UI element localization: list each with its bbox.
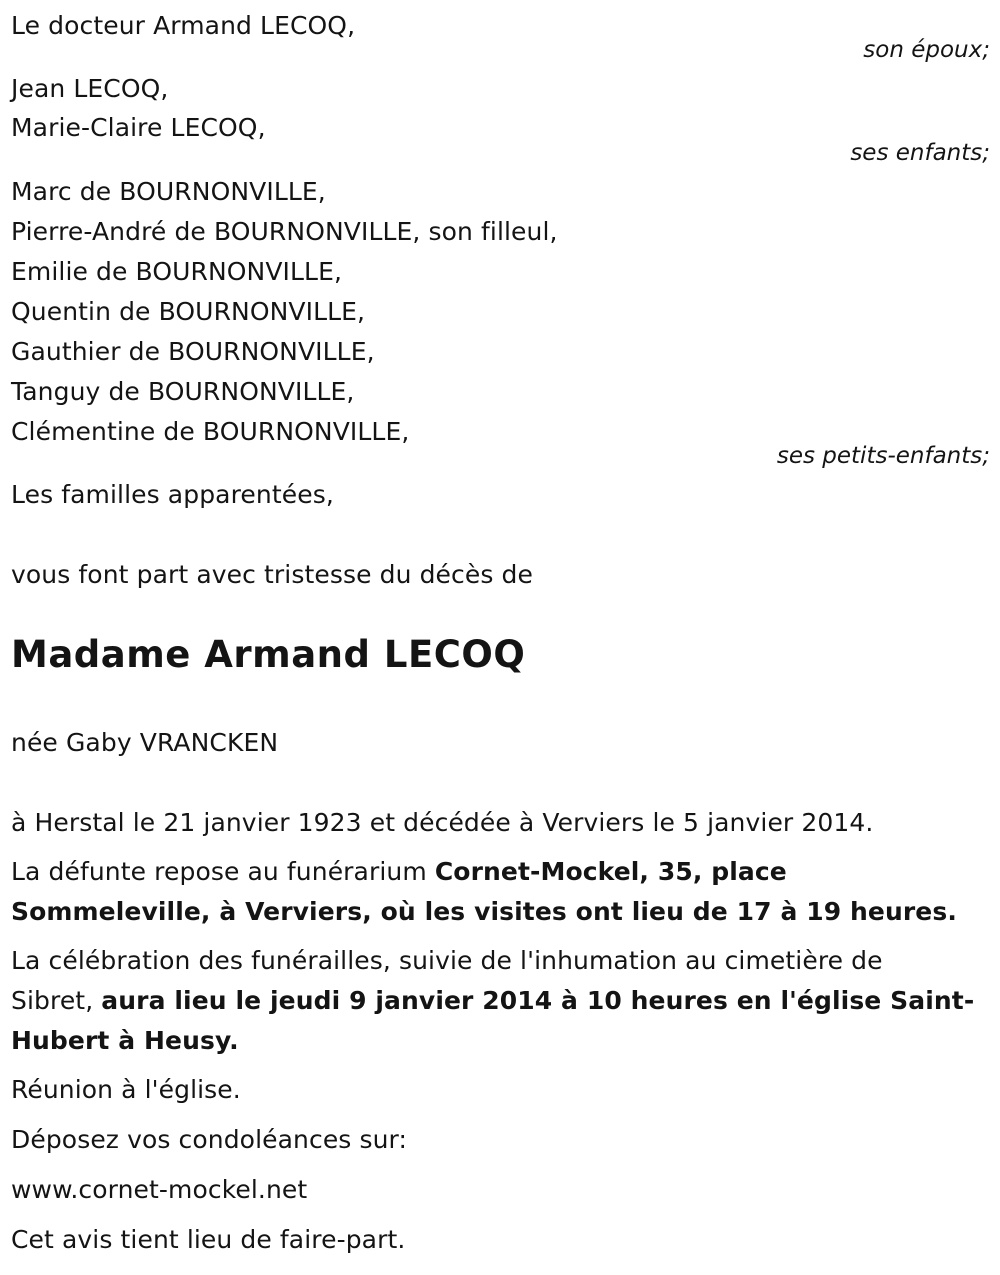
grandchild-name: Pierre-André de BOURNONVILLE, son filleul,	[11, 217, 558, 246]
deceased-name: Madame Armand LECOQ	[11, 633, 526, 676]
grandchild-name: Clémentine de BOURNONVILLE,	[11, 417, 410, 446]
announcement-line: vous font part avec tristesse du décès de	[11, 560, 533, 589]
grandchild-name: Gauthier de BOURNONVILLE,	[11, 337, 375, 366]
grandchild-name: Quentin de BOURNONVILLE,	[11, 297, 366, 326]
ceremony-line-2	[11, 986, 974, 1016]
grandchild-name: Marc de BOURNONVILLE,	[11, 177, 326, 206]
ceremony-line-1: La célébration des funérailles, suivie de l'inhumation au cimetière de	[11, 946, 883, 975]
funerarium-lead: La défunte repose au funérarium	[11, 857, 435, 886]
ceremony-line-3	[11, 1026, 239, 1056]
grandchildren-role: ses petits-enfants;	[776, 443, 990, 469]
child-name: Marie-Claire LECOQ,	[11, 113, 266, 142]
funerarium-address: Cornet-Mockel, 35, place	[434, 857, 787, 886]
website-link[interactable]: www.cornet-mockel.net	[11, 1175, 308, 1204]
funerarium-visits: Sommeleville, à Verviers, où les visites ont lieu de 17 à 19 heures.	[11, 897, 957, 926]
children-role: ses enfants;	[850, 140, 990, 166]
child-name: Jean LECOQ,	[11, 74, 169, 103]
maiden-name: née Gaby VRANCKEN	[11, 728, 279, 757]
ceremony-date: aura lieu le jeudi 9 janvier 2014 à 10 heures en l'église Saint-	[101, 986, 975, 1015]
grandchild-name: Emilie de BOURNONVILLE,	[11, 257, 343, 286]
relatives-line: Les familles apparentées,	[11, 480, 334, 509]
birth-death-dates: à Herstal le 21 janvier 1923 et décédée à Verviers le 5 janvier 2014.	[11, 808, 874, 837]
funerarium-line-1	[11, 857, 787, 887]
closing-line: Cet avis tient lieu de faire-part.	[11, 1225, 406, 1254]
condolences-label: Déposez vos condoléances sur:	[11, 1125, 408, 1154]
meeting-line: Réunion à l'église.	[11, 1075, 241, 1104]
grandchild-name: Tanguy de BOURNONVILLE,	[11, 377, 355, 406]
ceremony-location: Hubert à Heusy.	[11, 1026, 239, 1055]
spouse-name: Le docteur Armand LECOQ,	[11, 11, 356, 40]
spouse-role: son époux;	[863, 37, 990, 63]
ceremony-place: Sibret,	[11, 986, 102, 1015]
funerarium-line-2	[11, 897, 957, 927]
